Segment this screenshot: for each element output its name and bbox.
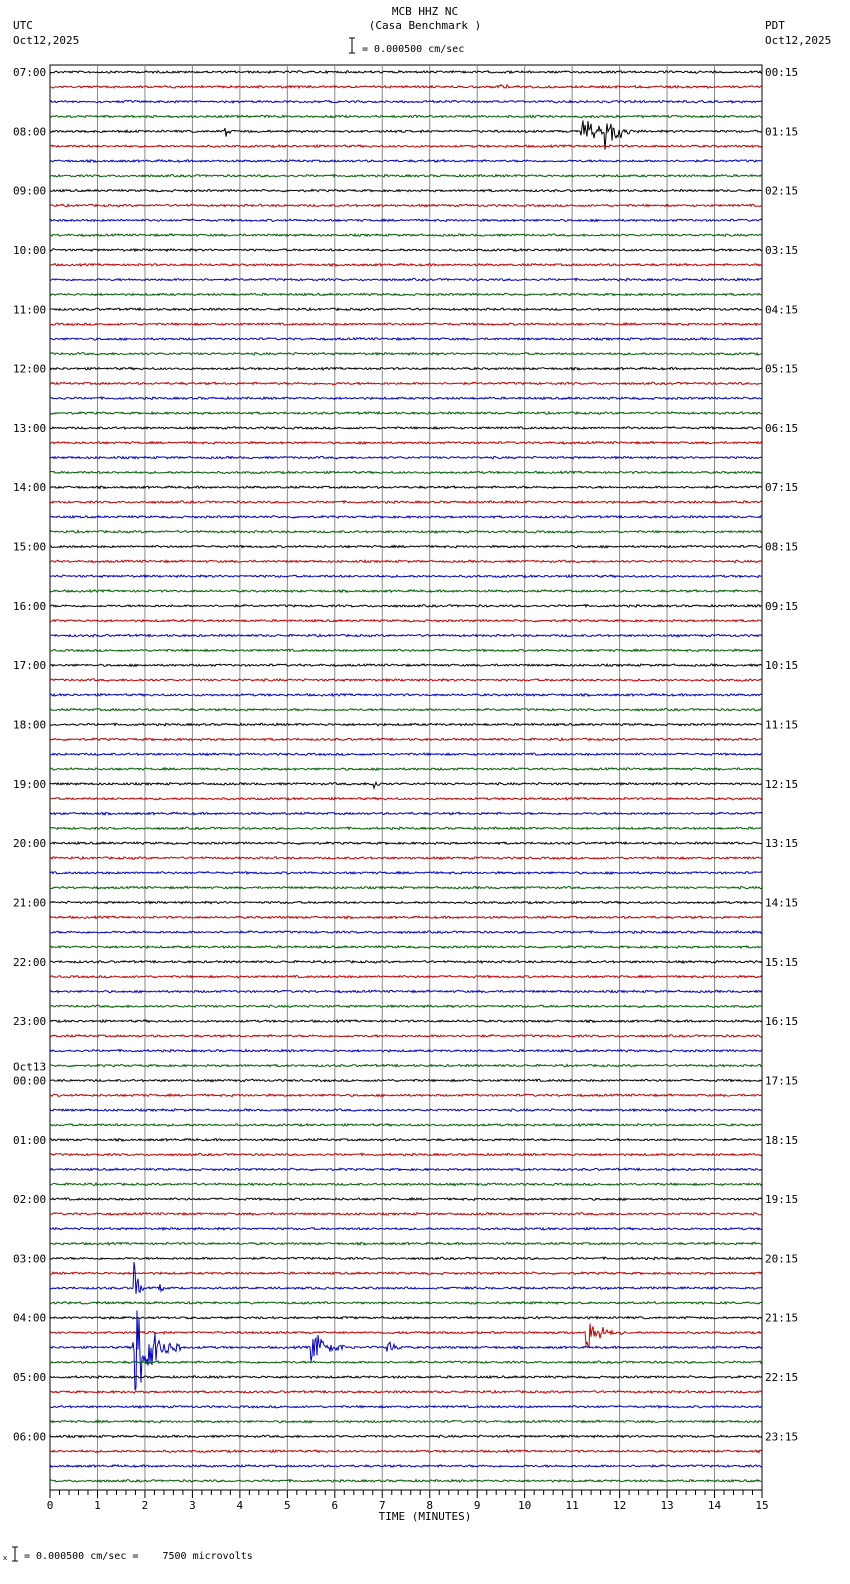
pdt-hour-label: 19:15 — [765, 1193, 799, 1207]
utc-hour-label: 01:00 — [13, 1133, 47, 1147]
trace-line — [50, 649, 762, 652]
utc-hour-label: 18:00 — [13, 718, 47, 732]
trace-line — [50, 397, 762, 400]
trace-line — [50, 1139, 762, 1142]
trace-line — [50, 1064, 762, 1067]
utc-hour-label: 19:00 — [13, 777, 47, 791]
trace-line — [50, 219, 762, 222]
trace-line — [50, 886, 762, 889]
trace-line — [50, 85, 762, 88]
trace-line — [50, 768, 762, 771]
trace-line — [50, 338, 762, 341]
trace-line — [50, 560, 762, 563]
trace-line — [50, 575, 762, 578]
pdt-hour-label: 04:15 — [765, 303, 799, 317]
x-tick-label: 11 — [565, 1499, 579, 1512]
pdt-hour-label: 12:15 — [765, 777, 799, 791]
pdt-hour-label: 10:15 — [765, 659, 799, 673]
x-tick-label: 4 — [236, 1499, 244, 1512]
trace-line — [50, 798, 762, 801]
trace-line — [50, 620, 762, 622]
trace-line — [50, 827, 762, 830]
utc-hour-label: 09:00 — [13, 184, 47, 198]
x-tick-label: 1 — [94, 1499, 101, 1512]
utc-hour-label: 00:00 — [13, 1074, 47, 1088]
trace-line — [50, 901, 762, 903]
trace-line — [50, 1406, 762, 1408]
trace-line — [50, 990, 762, 993]
trace-line — [50, 1465, 762, 1467]
utc-hour-label: 23:00 — [13, 1015, 47, 1029]
x-tick-label: 15 — [755, 1499, 769, 1512]
utc-hour-label: 14:00 — [13, 481, 47, 495]
trace-line — [50, 442, 762, 445]
trace-line — [50, 961, 762, 963]
utc-hour-label: 03:00 — [13, 1252, 47, 1266]
trace-line — [50, 456, 762, 458]
pdt-hour-label: 20:15 — [765, 1252, 799, 1266]
pdt-hour-label: 11:15 — [765, 718, 799, 732]
trace-line — [50, 501, 762, 504]
trace-line — [50, 1317, 762, 1320]
trace-line — [50, 1262, 762, 1294]
trace-line — [50, 1050, 762, 1053]
utc-hour-label: 12:00 — [13, 362, 47, 376]
trace-line — [50, 1020, 762, 1023]
utc-hour-label: 17:00 — [13, 659, 47, 673]
utc-hour-label: 06:00 — [13, 1430, 47, 1444]
station-title: MCB HHZ NC — [391, 5, 459, 18]
trace-line — [50, 1213, 762, 1215]
trace-line — [50, 516, 762, 518]
trace-line — [50, 145, 762, 148]
x-tick-label: 10 — [518, 1499, 532, 1512]
trace-line — [50, 1242, 762, 1245]
trace-line — [50, 916, 762, 919]
trace-line — [50, 1420, 762, 1423]
trace-line — [50, 382, 762, 385]
trace-line — [50, 115, 762, 118]
pdt-hour-label: 03:15 — [765, 243, 799, 257]
x-tick-label: 6 — [331, 1499, 339, 1512]
left-timezone: UTC — [13, 19, 33, 32]
trace-line — [50, 1302, 762, 1305]
trace-line — [50, 1435, 762, 1438]
trace-line — [50, 664, 762, 666]
pdt-hour-label: 02:15 — [765, 184, 799, 198]
trace-line — [50, 427, 762, 430]
pdt-hour-label: 07:15 — [765, 481, 799, 495]
trace-line — [50, 931, 762, 934]
trace-line — [50, 946, 762, 948]
trace-line — [50, 412, 762, 414]
trace-line — [50, 1450, 762, 1453]
trace-line — [50, 1124, 762, 1127]
utc-hour-label: 21:00 — [13, 896, 47, 910]
left-date: Oct12,2025 — [13, 34, 80, 47]
trace-line — [50, 634, 762, 637]
trace-line — [50, 471, 762, 474]
utc-hour-label: 07:00 — [13, 66, 47, 79]
pdt-hour-label: 16:15 — [765, 1015, 799, 1029]
trace-line — [50, 1183, 762, 1186]
trace-line — [50, 679, 762, 682]
x-tick-label: 3 — [189, 1499, 196, 1512]
trace-line — [50, 1272, 762, 1275]
x-tick-label: 7 — [378, 1499, 386, 1512]
trace-line — [50, 1168, 762, 1170]
trace-line — [50, 353, 762, 355]
pdt-hour-label: 18:15 — [765, 1133, 799, 1147]
trace-line — [50, 723, 762, 726]
trace-line — [50, 175, 762, 178]
trace-line — [50, 842, 762, 845]
x-tick-label: 8 — [426, 1499, 434, 1512]
trace-line — [50, 1391, 762, 1393]
pdt-hour-label: 13:15 — [765, 837, 799, 851]
trace-line — [50, 1005, 762, 1008]
trace-line — [50, 708, 762, 711]
trace-line — [50, 753, 762, 755]
utc-hour-label: 13:00 — [13, 421, 47, 435]
utc-hour-label: 11:00 — [13, 303, 47, 317]
date-change-label: Oct13 — [13, 1060, 47, 1074]
pdt-hour-label: 05:15 — [765, 362, 799, 376]
site-subtitle: (Casa Benchmark ) — [368, 19, 482, 32]
trace-line — [50, 857, 762, 859]
x-tick-label: 14 — [707, 1499, 722, 1512]
trace-line — [50, 308, 762, 310]
right-timezone: PDT — [765, 19, 785, 32]
pdt-hour-label: 01:15 — [765, 125, 799, 139]
x-tick-label: 13 — [660, 1499, 674, 1512]
trace-line — [50, 1228, 762, 1231]
trace-line — [50, 189, 762, 192]
trace-line — [50, 293, 762, 296]
trace-line — [50, 264, 762, 267]
trace-line — [50, 367, 762, 370]
utc-hour-label: 08:00 — [13, 125, 47, 139]
trace-line — [50, 605, 762, 608]
trace-line — [50, 1079, 762, 1081]
pdt-hour-label: 23:15 — [765, 1430, 799, 1444]
utc-hour-label: 10:00 — [13, 243, 47, 257]
utc-hour-label: 04:00 — [13, 1311, 47, 1325]
trace-line — [50, 1376, 762, 1379]
trace-line — [50, 812, 762, 815]
x-tick-label: 9 — [473, 1499, 481, 1512]
trace-line — [50, 1035, 762, 1037]
x-tick-label: 2 — [141, 1499, 149, 1512]
utc-hour-label: 20:00 — [13, 837, 47, 851]
trace-line — [50, 1153, 762, 1156]
x-tick-label: 12 — [612, 1499, 627, 1512]
trace-line — [50, 1094, 762, 1097]
trace-line — [50, 1311, 762, 1391]
trace-line — [50, 71, 762, 73]
trace-line — [50, 120, 762, 149]
trace-line — [50, 249, 762, 251]
x-tick-label: 5 — [284, 1499, 291, 1512]
trace-line — [50, 486, 762, 489]
utc-hour-label: 22:00 — [13, 955, 47, 969]
pdt-hour-label: 06:15 — [765, 421, 799, 435]
trace-line — [50, 545, 762, 547]
trace-line — [50, 323, 762, 326]
utc-hour-label: 02:00 — [13, 1193, 47, 1207]
trace-line — [50, 204, 762, 206]
svg-text:x: x — [3, 1554, 8, 1562]
trace-line — [50, 1109, 762, 1111]
x-axis-label: TIME (MINUTES) — [378, 1510, 472, 1523]
pdt-hour-label: 15:15 — [765, 955, 799, 969]
trace-line — [50, 1324, 762, 1347]
trace-line — [50, 1257, 762, 1260]
footer-scale-bar-icon — [3, 1545, 19, 1563]
trace-line — [50, 1198, 762, 1201]
trace-line — [50, 590, 762, 593]
utc-hour-label: 16:00 — [13, 599, 47, 613]
pdt-hour-label: 08:15 — [765, 540, 799, 554]
scale-label: = 0.000500 cm/sec — [362, 44, 465, 55]
trace-line — [50, 1361, 762, 1364]
utc-hour-label: 05:00 — [13, 1371, 47, 1385]
pdt-hour-label: 22:15 — [765, 1371, 799, 1385]
trace-line — [50, 234, 762, 236]
trace-line — [50, 160, 762, 163]
trace-line — [50, 100, 762, 103]
pdt-hour-label: 09:15 — [765, 599, 799, 613]
trace-line — [50, 694, 762, 697]
pdt-hour-label: 14:15 — [765, 896, 799, 910]
x-tick-label: 0 — [46, 1499, 54, 1512]
pdt-hour-label: 17:15 — [765, 1074, 799, 1088]
trace-line — [50, 975, 762, 978]
trace-line — [50, 782, 762, 788]
trace-line — [50, 278, 762, 281]
trace-line — [50, 1480, 762, 1483]
right-date: Oct12,2025 — [765, 34, 832, 47]
utc-hour-label: 15:00 — [13, 540, 47, 554]
trace-line — [50, 872, 762, 875]
footer-scale-note: = 0.000500 cm/sec = 7500 microvolts — [24, 1551, 253, 1562]
pdt-hour-label: 00:15 — [765, 66, 799, 79]
trace-line — [50, 738, 762, 741]
trace-line — [50, 531, 762, 534]
pdt-hour-label: 21:15 — [765, 1311, 799, 1325]
